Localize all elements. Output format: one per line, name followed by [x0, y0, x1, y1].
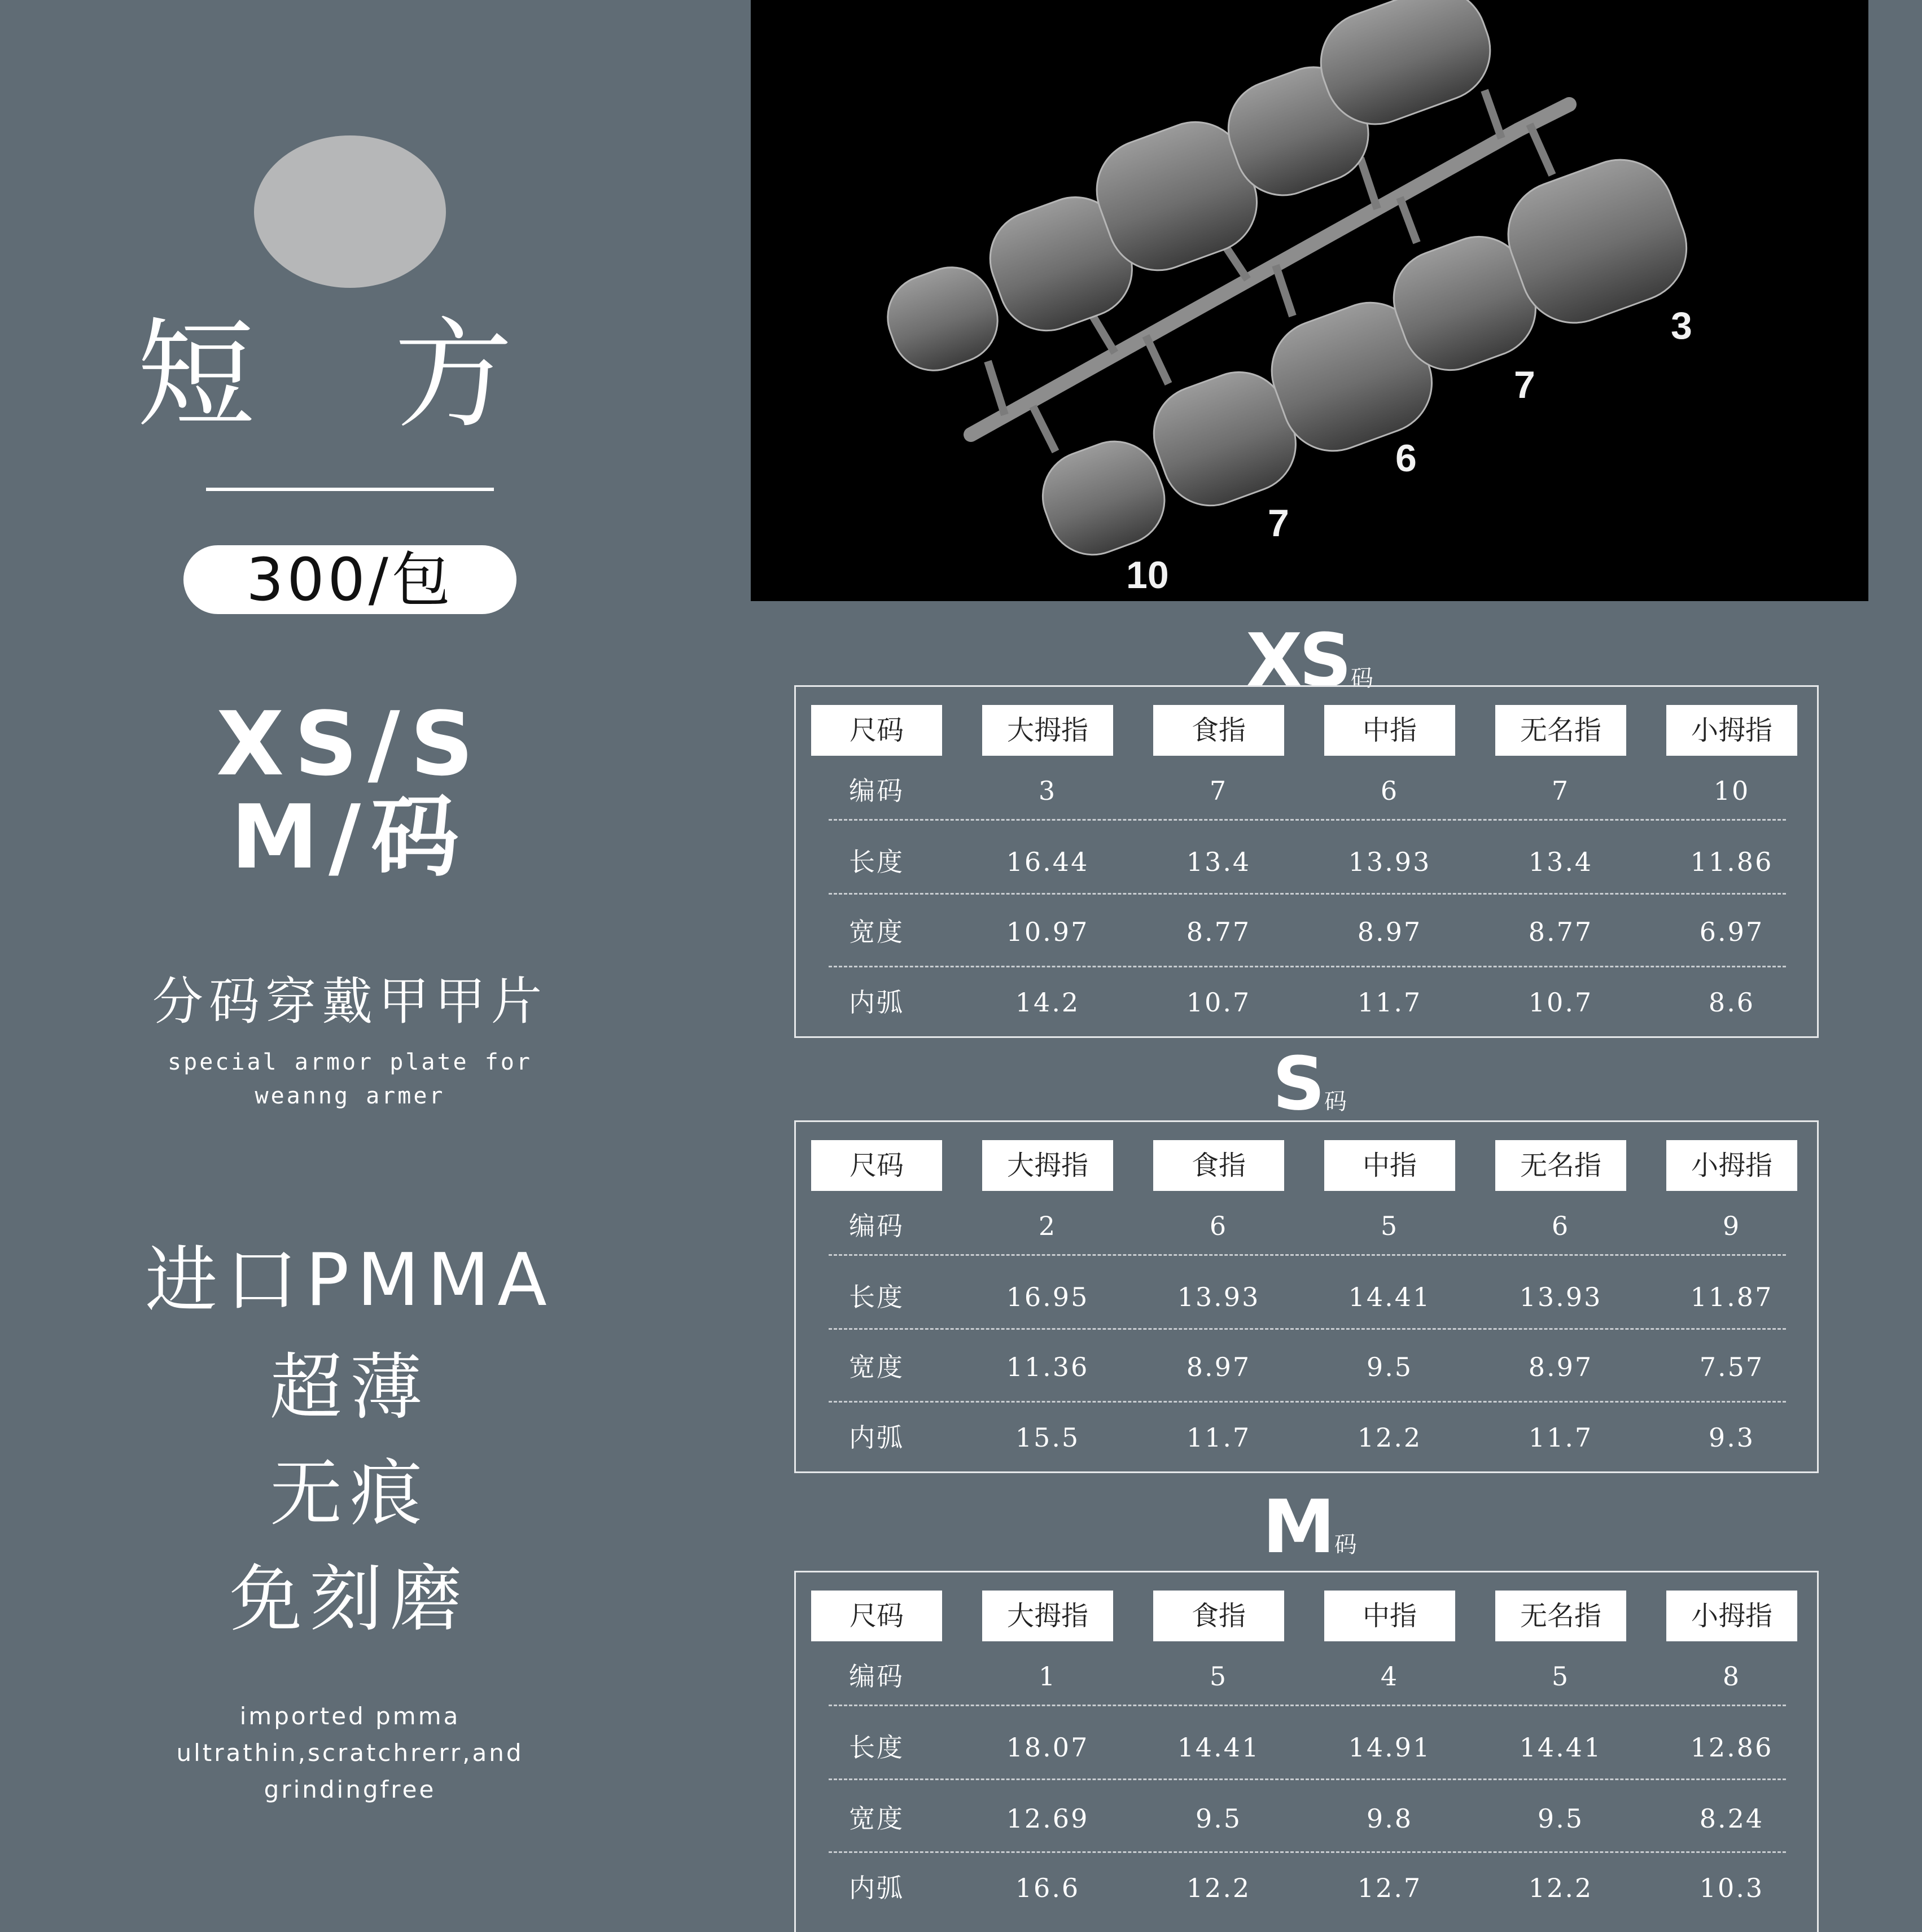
table-header-row	[796, 1591, 1817, 1641]
cell-value: 1	[1038, 1661, 1057, 1692]
product-photo	[751, 0, 1868, 601]
photo-label-7b: 7	[1268, 502, 1289, 545]
row-label: 内弧	[849, 987, 904, 1018]
cell-value: 11.36	[1006, 1352, 1089, 1382]
row-label: 长度	[849, 847, 904, 877]
size-heading-letter: XS	[1246, 617, 1349, 703]
header-cell-thumb: 大拇指	[982, 705, 1113, 756]
cell-value: 7	[1551, 776, 1570, 806]
cell-value: 5	[1380, 1211, 1399, 1241]
cell-value: 13.93	[1177, 1282, 1260, 1312]
cell-value: 12.69	[1006, 1803, 1089, 1834]
cell-value: 10.7	[1528, 987, 1593, 1018]
cell-value: 8.6	[1708, 987, 1755, 1018]
cell-value: 4	[1380, 1661, 1399, 1692]
cell-value: 8	[1722, 1661, 1741, 1692]
size-heading-letter: S	[1272, 1041, 1322, 1127]
pack-count-badge: 300/包	[183, 545, 516, 614]
cell-value: 6	[1380, 776, 1399, 806]
cell-value: 10.97	[1006, 917, 1089, 947]
size-table-xs	[794, 685, 1819, 1038]
header-cell-middle: 中指	[1324, 1140, 1455, 1191]
cell-value: 8.77	[1186, 917, 1251, 947]
header-cell-pinky: 小拇指	[1666, 1140, 1797, 1191]
subtitle-english-line-2: weanng armer	[255, 1083, 445, 1109]
header-cell-index: 食指	[1153, 705, 1284, 756]
header-cell-middle: 中指	[1324, 1591, 1455, 1641]
photo-label-7a: 7	[1514, 363, 1535, 406]
row-label: 内弧	[849, 1873, 904, 1903]
size-table-m	[794, 1571, 1819, 1932]
cell-value: 2	[1038, 1211, 1057, 1241]
cell-value: 16.44	[1006, 847, 1089, 877]
cell-value: 8.97	[1357, 917, 1422, 947]
row-divider	[829, 819, 1786, 821]
table-row	[796, 756, 1817, 826]
size-heading-suffix: 码	[1350, 665, 1373, 691]
cell-value: 16.95	[1006, 1282, 1089, 1312]
cell-value: 9.5	[1195, 1803, 1242, 1834]
cell-value: 12.2	[1357, 1422, 1422, 1453]
header-cell-thumb: 大拇指	[982, 1591, 1113, 1641]
cell-value: 3	[1038, 776, 1057, 806]
table-row	[796, 1853, 1817, 1923]
row-label: 宽度	[849, 917, 904, 947]
cell-value: 14.41	[1348, 1282, 1431, 1312]
cell-value: 5	[1209, 1661, 1228, 1692]
nail-tips-illustration	[751, 0, 1868, 601]
title-divider	[206, 488, 494, 491]
table-row	[796, 897, 1817, 967]
cell-value: 9.5	[1366, 1352, 1413, 1382]
header-cell-ring: 无名指	[1495, 1591, 1626, 1641]
table-row	[796, 1784, 1817, 1854]
row-divider	[829, 1254, 1786, 1256]
photo-label-10: 10	[1126, 554, 1169, 597]
cell-value: 6.97	[1699, 917, 1765, 947]
cell-value: 11.7	[1528, 1422, 1593, 1453]
size-heading-s	[1231, 1041, 1389, 1127]
cell-value: 12.86	[1690, 1732, 1774, 1763]
size-heading-m	[1231, 1484, 1389, 1570]
feature-traceless: 无痕	[269, 1452, 430, 1536]
header-cell-size: 尺码	[811, 1591, 942, 1641]
feature-english-line-2: ultrathin,scratchrerr,and	[176, 1739, 524, 1767]
cell-value: 6	[1209, 1211, 1228, 1241]
row-label: 编码	[849, 1661, 904, 1692]
cell-value: 5	[1551, 1661, 1570, 1692]
cell-value: 7.57	[1699, 1352, 1765, 1382]
cell-value: 10.7	[1186, 987, 1251, 1018]
cell-value: 11.7	[1186, 1422, 1251, 1453]
cell-value: 12.2	[1186, 1873, 1251, 1903]
cell-value: 11.87	[1690, 1282, 1774, 1312]
cell-value: 8.97	[1186, 1352, 1251, 1382]
header-cell-index: 食指	[1153, 1140, 1284, 1191]
table-row	[796, 967, 1817, 1037]
cell-value: 13.4	[1528, 847, 1593, 877]
size-heading-suffix: 码	[1334, 1532, 1357, 1558]
cell-value: 8.77	[1528, 917, 1593, 947]
header-cell-middle: 中指	[1324, 705, 1455, 756]
size-range-line-1: XS/S	[216, 693, 484, 795]
cell-value: 6	[1551, 1211, 1570, 1241]
cell-value: 9.3	[1708, 1422, 1755, 1453]
photo-label-3: 3	[1671, 304, 1692, 347]
size-range-line-2: M/码	[230, 786, 470, 888]
cell-value: 14.41	[1177, 1732, 1260, 1763]
header-cell-ring: 无名指	[1495, 1140, 1626, 1191]
cell-value: 14.2	[1015, 987, 1080, 1018]
header-cell-size: 尺码	[811, 1140, 942, 1191]
cell-value: 14.91	[1348, 1732, 1431, 1763]
size-table-s	[794, 1120, 1819, 1473]
table-row	[796, 1403, 1817, 1473]
feature-ultrathin: 超薄	[269, 1346, 430, 1430]
feature-english-line-3: grindingfree	[264, 1776, 436, 1803]
row-label: 长度	[849, 1732, 904, 1763]
size-heading-suffix: 码	[1324, 1089, 1347, 1115]
row-label: 内弧	[849, 1422, 904, 1453]
cell-value: 12.2	[1528, 1873, 1593, 1903]
table-row	[796, 1641, 1817, 1711]
cell-value: 12.7	[1357, 1873, 1422, 1903]
feature-no-grinding: 免刻磨	[229, 1557, 470, 1641]
cell-value: 11.86	[1690, 847, 1774, 877]
feature-imported-pmma: 进口PMMA	[145, 1238, 555, 1322]
cell-value: 9	[1722, 1211, 1741, 1241]
size-heading-letter: M	[1262, 1484, 1332, 1570]
cell-value: 16.6	[1015, 1873, 1080, 1903]
cell-value: 13.4	[1186, 847, 1251, 877]
photo-label-6: 6	[1395, 437, 1417, 480]
subtitle-english-line-1: special armor plate for	[168, 1049, 532, 1075]
cell-value: 7	[1209, 776, 1228, 806]
table-row	[796, 1262, 1817, 1332]
cell-value: 9.5	[1537, 1803, 1584, 1834]
row-divider	[829, 1705, 1786, 1706]
row-divider	[829, 1328, 1786, 1330]
header-cell-size: 尺码	[811, 705, 942, 756]
table-header-row	[796, 705, 1817, 756]
cell-value: 8.97	[1528, 1352, 1593, 1382]
table-row	[796, 1712, 1817, 1782]
feature-english-line-1: imported pmma	[239, 1702, 461, 1730]
product-title: 短 方	[136, 306, 564, 444]
cell-value: 13.93	[1519, 1282, 1603, 1312]
header-cell-thumb: 大拇指	[982, 1140, 1113, 1191]
row-label: 宽度	[849, 1803, 904, 1834]
cell-value: 15.5	[1015, 1422, 1080, 1453]
row-label: 宽度	[849, 1352, 904, 1382]
cell-value: 10	[1713, 776, 1750, 806]
nail-shape-swatch	[254, 135, 446, 288]
cell-value: 14.41	[1519, 1732, 1603, 1763]
table-row	[796, 827, 1817, 897]
row-label: 编码	[849, 1211, 904, 1241]
header-cell-index: 食指	[1153, 1591, 1284, 1641]
row-label: 编码	[849, 776, 904, 806]
subtitle-chinese: 分码穿戴甲甲片	[152, 972, 548, 1031]
table-header-row	[796, 1140, 1817, 1191]
header-cell-ring: 无名指	[1495, 705, 1626, 756]
cell-value: 13.93	[1348, 847, 1431, 877]
header-cell-pinky: 小拇指	[1666, 705, 1797, 756]
table-row	[796, 1332, 1817, 1402]
cell-value: 8.24	[1699, 1803, 1765, 1834]
cell-value: 10.3	[1699, 1873, 1765, 1903]
table-row	[796, 1191, 1817, 1261]
cell-value: 11.7	[1357, 987, 1422, 1018]
header-cell-pinky: 小拇指	[1666, 1591, 1797, 1641]
cell-value: 18.07	[1006, 1732, 1089, 1763]
row-divider	[829, 1778, 1786, 1780]
cell-value: 9.8	[1366, 1803, 1413, 1834]
row-divider	[829, 893, 1786, 895]
row-label: 长度	[849, 1282, 904, 1312]
